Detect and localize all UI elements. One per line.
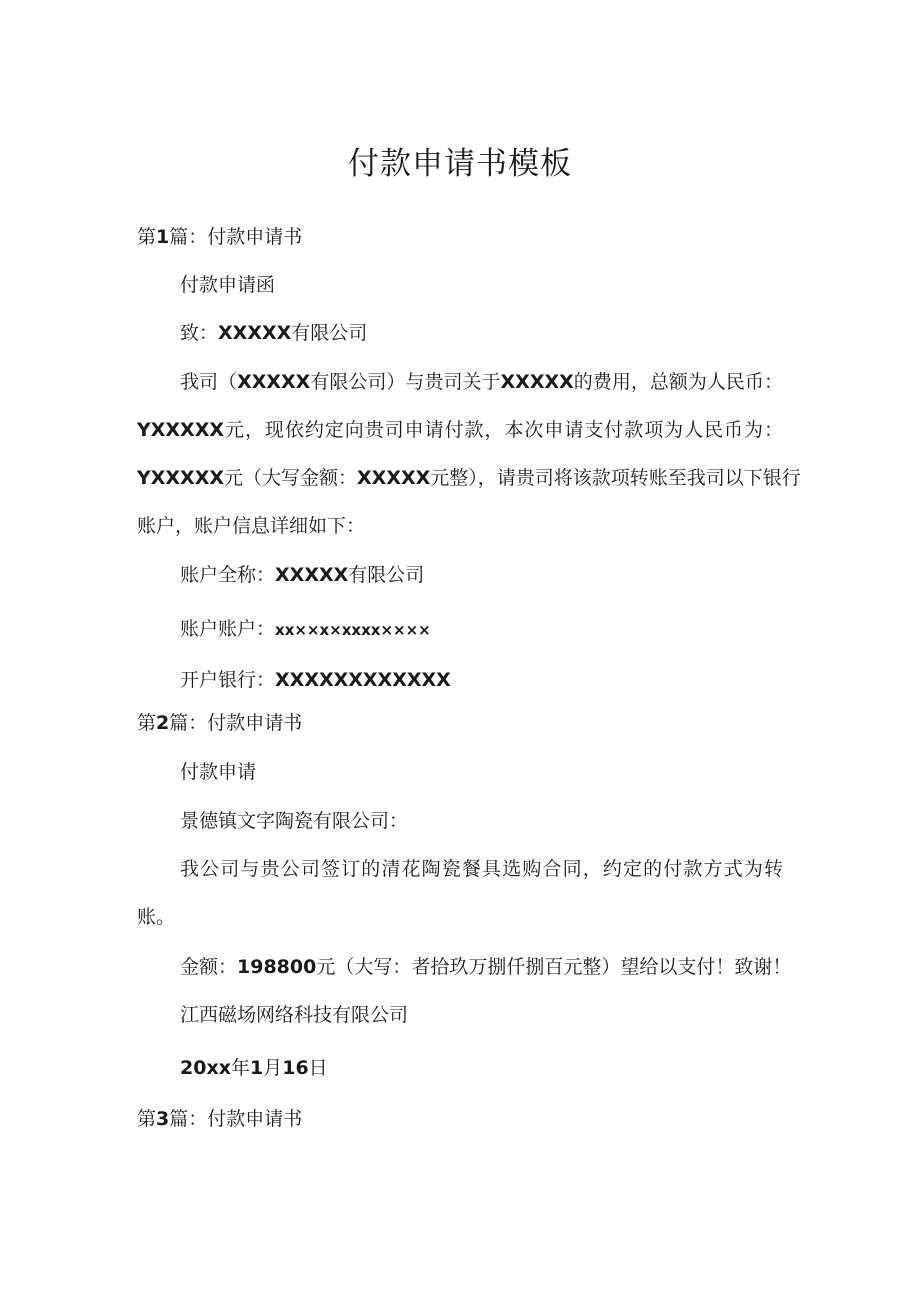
section-3-heading: 第3篇：付款申请书: [137, 1108, 303, 1130]
section-2-doc-title: 付款申请: [180, 761, 257, 783]
amount-row: 金额：198800元（大写：者拾玖万捌仟捌百元整）望给以支付！致谢！: [180, 956, 792, 978]
bank-row: 开户银行：XXXXXXXXXXXX: [180, 669, 451, 691]
section-2-body-line-2: 账。: [137, 906, 176, 928]
section-2-heading: 第2篇：付款申请书: [137, 712, 303, 734]
section-2-recipient: 景德镇文字陶瓷有限公司：: [180, 810, 409, 832]
section-1-body-line-1: 我司（XXXXX有限公司）与贵司关于XXXXX的费用，总额为人民币：: [180, 371, 783, 393]
section-1-body-line-2: YXXXXX元，现依约定向贵司申请付款，本次申请支付款项为人民币为：: [137, 419, 783, 441]
section-1-doc-title: 付款申请函: [180, 274, 276, 296]
signer-company: 江西磁场网络科技有限公司: [180, 1004, 409, 1026]
section-1-body-line-3: YXXXXX元（大写金额：XXXXX元整），请贵司将该款项转账至我司以下银行: [137, 467, 801, 489]
sign-date: 20xx年1月16日: [180, 1057, 328, 1079]
section-1-heading: 第1篇：付款申请书: [137, 226, 303, 248]
section-2-body-line-1: 我公司与贵公司签订的清花陶瓷餐具选购合同，约定的付款方式为转: [180, 858, 783, 880]
account-number-row: 账户账户：xx××x×xxxx××××: [180, 618, 431, 640]
section-1-addressee: 致：XXXXX有限公司: [180, 322, 368, 344]
account-name-row: 账户全称：XXXXX有限公司: [180, 564, 425, 586]
document-title: 付款申请书模板: [348, 146, 572, 182]
section-1-body-line-4: 账户，账户信息详细如下：: [137, 515, 366, 537]
